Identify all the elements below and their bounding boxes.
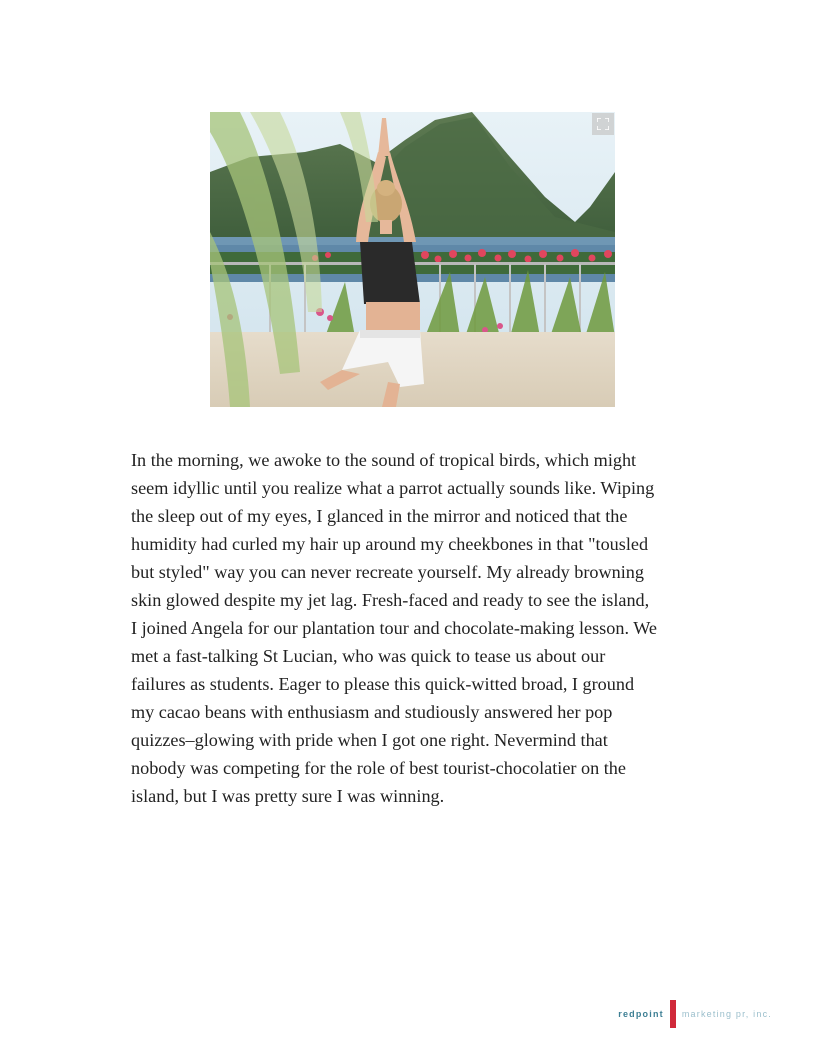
expand-icon[interactable]: [592, 113, 614, 135]
yoga-photo-illustration: [210, 112, 615, 407]
footer-brand: [618, 1000, 772, 1028]
brand-name: redpoint: [618, 1009, 664, 1019]
article-photo: [210, 112, 615, 407]
article-paragraph: In the morning, we awoke to the sound of tropical birds, which might seem idyllic until you realize what a parrot actually sounds like. Wiping the sleep out of my eyes, I glanced in the mirror and noticed that the humidity had curled my hair up around my cheekbones in that "tousled but styled" way you can never recreate yourself. My already browning skin glowed despite my jet lag. Fresh-faced and ready to see the island, I joined Angela for our plantation tour and chocolate-making lesson. We met a fast-talking St Lucian, who was quick to tease us about our failures as students. Eager to please this quick-witted broad, I ground my cacao beans with enthusiasm and studiously answered her pop quizzes–glowing with pride when I got one right. Nevermind that nobody was competing for the role of best tourist-chocolatier on the island, but I was pretty sure I was winning.: [131, 450, 657, 806]
brand-accent-bar: [670, 1000, 676, 1028]
expand-icon-glyph: [597, 118, 609, 130]
brand-tagline: marketing pr, inc.: [681, 1009, 772, 1019]
